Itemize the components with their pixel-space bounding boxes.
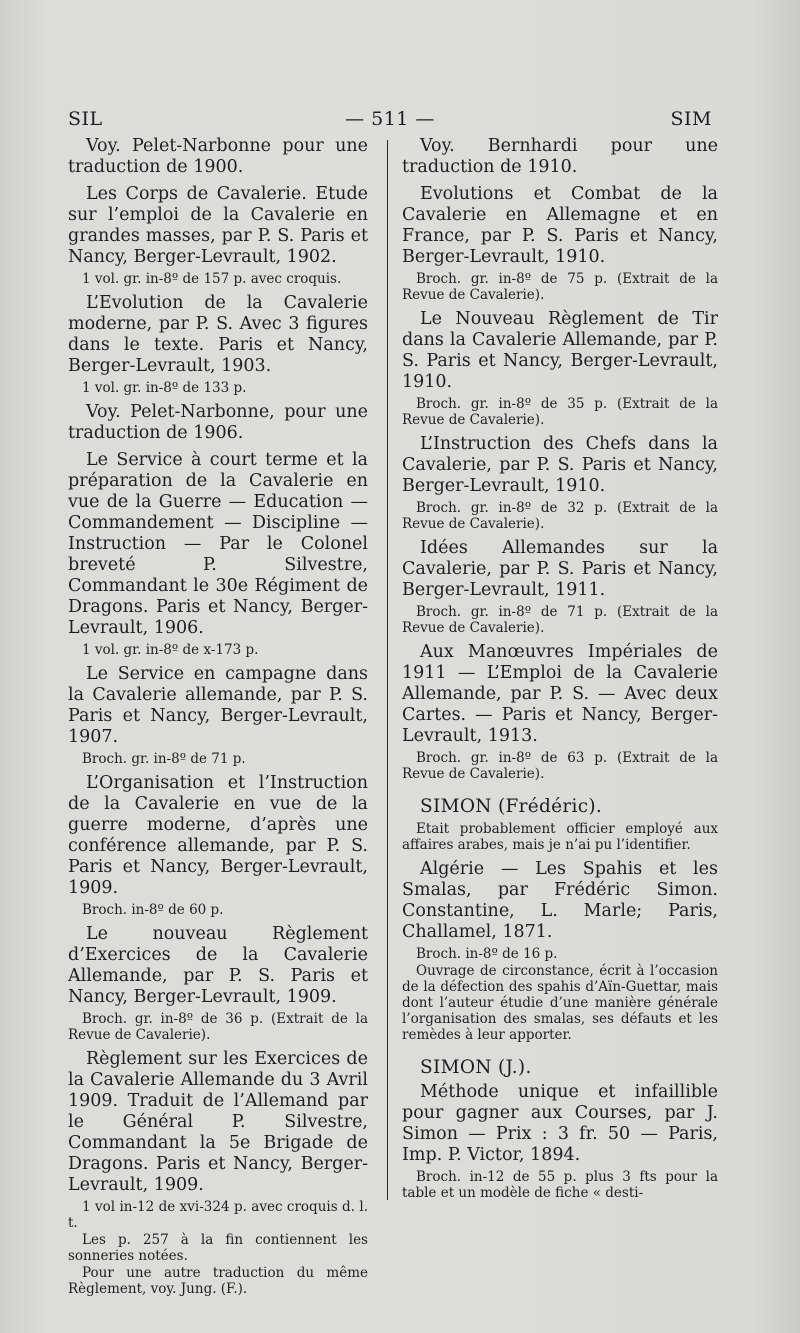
- entry-note: 1 vol. gr. in-8º de 133 p.: [82, 380, 247, 396]
- entry-note: Ouvrage de circonstance, écrit à l’occasion de la défection des spahis d’Aïn-Guettar, mais dont l’auteur étudie d’une manière générale l’organisation des smalas, ses défauts et les remèdes à leur apporter.: [402, 963, 718, 1043]
- bibliography-entry: [68, 184, 368, 287]
- entry-text: Voy. Pelet-Narbonne pour une traduction de 1900.: [68, 136, 368, 177]
- bibliography-entry: [68, 450, 368, 658]
- entry-text: Voy. Pelet-Narbonne, pour une traduction de 1906.: [68, 402, 368, 443]
- entry-text: Evolutions et Combat de la Cavalerie en Allemagne et en France, par P. S. Paris et Nancy, Berger-Levrault, 1910.: [402, 184, 718, 267]
- bibliography-entry: [68, 773, 368, 918]
- entry-text: Idées Allemandes sur la Cavalerie, par P. S. Paris et Nancy, Berger-Levrault, 1911.: [402, 538, 718, 600]
- author-heading: SIMON (J.).: [420, 1057, 532, 1078]
- header-left-label: SIL: [68, 108, 103, 130]
- running-header: [68, 108, 712, 138]
- entry-text: Le Service en campagne dans la Cavalerie allemande, par P. S. Paris et Nancy, Berger-Levrault, 1907.: [68, 664, 368, 747]
- entry-note: Broch. gr. in-8º de 75 p. (Extrait de la Revue de Cavalerie).: [402, 271, 718, 303]
- bibliography-entry: [402, 184, 718, 303]
- entry-note: Etait probablement officier employé aux affaires arabes, mais je n’ai pu l’identifier.: [402, 821, 718, 853]
- bibliography-entry: [68, 1049, 368, 1297]
- bibliography-entry: [402, 859, 718, 1043]
- entry-note: 1 vol in-12 de xvi-324 p. avec croquis d. l. t.: [68, 1199, 368, 1231]
- bibliography-entry: [68, 293, 368, 396]
- entry-text: Règlement sur les Exercices de la Cavalerie Allemande du 3 Avril 1909. Traduit de l’Allemand par le Général P. Silvestre, Commandant la 5e Brigade de Dragons. Paris et Nancy, Berger-Levrault, 1909.: [68, 1049, 368, 1195]
- entry-note: 1 vol. gr. in-8º de x-173 p.: [82, 642, 259, 658]
- bibliography-entry: [402, 434, 718, 532]
- entry-text: Les Corps de Cavalerie. Etude sur l’emploi de la Cavalerie en grandes masses, par P. S. Paris et Nancy, Berger-Levrault, 1902.: [68, 184, 368, 267]
- entry-text: Le Service à court terme et la préparation de la Cavalerie en vue de la Guerre — Education — Commandement — Discipline — Instruction — Par le Colonel breveté P. Silvestre, Commandant le 30e Régiment de Dragons. Paris et Nancy, Berger-Levrault, 1906.: [68, 450, 368, 638]
- entry-text: Méthode unique et infaillible pour gagner aux Courses, par J. Simon — Prix : 3 fr. 50 — Paris, Imp. P. Victor, 1894.: [402, 1082, 718, 1165]
- entry-note: Broch. gr. in-8º de 71 p. (Extrait de la Revue de Cavalerie).: [402, 604, 718, 636]
- entry-note: Broch. gr. in-8º de 32 p. (Extrait de la Revue de Cavalerie).: [402, 500, 718, 532]
- bibliography-entry: [402, 642, 718, 782]
- bibliography-entry: [402, 309, 718, 428]
- bibliography-entry: [402, 136, 718, 178]
- entry-text: Le Nouveau Règlement de Tir dans la Cavalerie Allemande, par P. S. Paris et Nancy, Berger-Levrault, 1910.: [402, 309, 718, 392]
- bibliography-entry: [68, 924, 368, 1043]
- bibliography-entry: [402, 538, 718, 636]
- entry-text: Le nouveau Règlement d’Exercices de la Cavalerie Allemande, par P. S. Paris et Nancy, Berger-Levrault, 1909.: [68, 924, 368, 1007]
- header-right-label: SIM: [670, 108, 712, 130]
- entry-note: Broch. in-8º de 16 p.: [416, 946, 558, 962]
- entry-text: L’Organisation et l’Instruction de la Cavalerie en vue de la guerre moderne, d’après une conférence allemande, par P. S. Paris et Nancy, Berger-Levrault, 1909.: [68, 773, 368, 898]
- entry-note: Broch. gr. in-8º de 36 p. (Extrait de la Revue de Cavalerie).: [68, 1011, 368, 1043]
- entry-note: Broch. gr. in-8º de 71 p.: [82, 751, 246, 767]
- entry-text: L’Evolution de la Cavalerie moderne, par P. S. Avec 3 figures dans le texte. Paris et Nancy, Berger-Levrault, 1903.: [68, 293, 368, 376]
- left-column: [68, 136, 368, 1303]
- entry-note: Broch. in-12 de 55 p. plus 3 fts pour la table et un modèle de fiche « desti-: [402, 1169, 718, 1201]
- bibliography-entry: [68, 136, 368, 178]
- entry-note: 1 vol. gr. in-8º de 157 p. avec croquis.: [82, 271, 342, 287]
- entry-note: Broch. gr. in-8º de 63 p. (Extrait de la Revue de Cavalerie).: [402, 750, 718, 782]
- entry-text: Algérie — Les Spahis et les Smalas, par Frédéric Simon. Constantine, L. Marle; Paris, Challamel, 1871.: [402, 859, 718, 942]
- entry-text: L’Instruction des Chefs dans la Cavalerie, par P. S. Paris et Nancy, Berger-Levrault, 1910.: [402, 434, 718, 496]
- entry-note: Broch. in-8º de 60 p.: [82, 902, 224, 918]
- bibliography-entry: [68, 402, 368, 444]
- bibliography-entry: [402, 821, 718, 853]
- entry-note: Pour une autre traduction du même Règlement, voy. Jung. (F.).: [68, 1265, 368, 1297]
- bibliography-entry: [402, 1082, 718, 1201]
- author-heading: SIMON (Frédéric).: [420, 796, 603, 817]
- page-number: — 511 —: [345, 108, 435, 130]
- right-column: [402, 136, 718, 1207]
- entry-text: Aux Manœuvres Impériales de 1911 — L’Emploi de la Cavalerie Allemande, par P. S. — Avec deux Cartes. — Paris et Nancy, Berger-Levrault, 1913.: [402, 642, 718, 746]
- bibliography-entry: [68, 664, 368, 767]
- entry-note: Les p. 257 à la fin contiennent les sonneries notées.: [68, 1232, 368, 1264]
- column-divider: [387, 140, 388, 1200]
- entry-text: Voy. Bernhardi pour une traduction de 1910.: [402, 136, 718, 177]
- entry-note: Broch. gr. in-8º de 35 p. (Extrait de la Revue de Cavalerie).: [402, 396, 718, 428]
